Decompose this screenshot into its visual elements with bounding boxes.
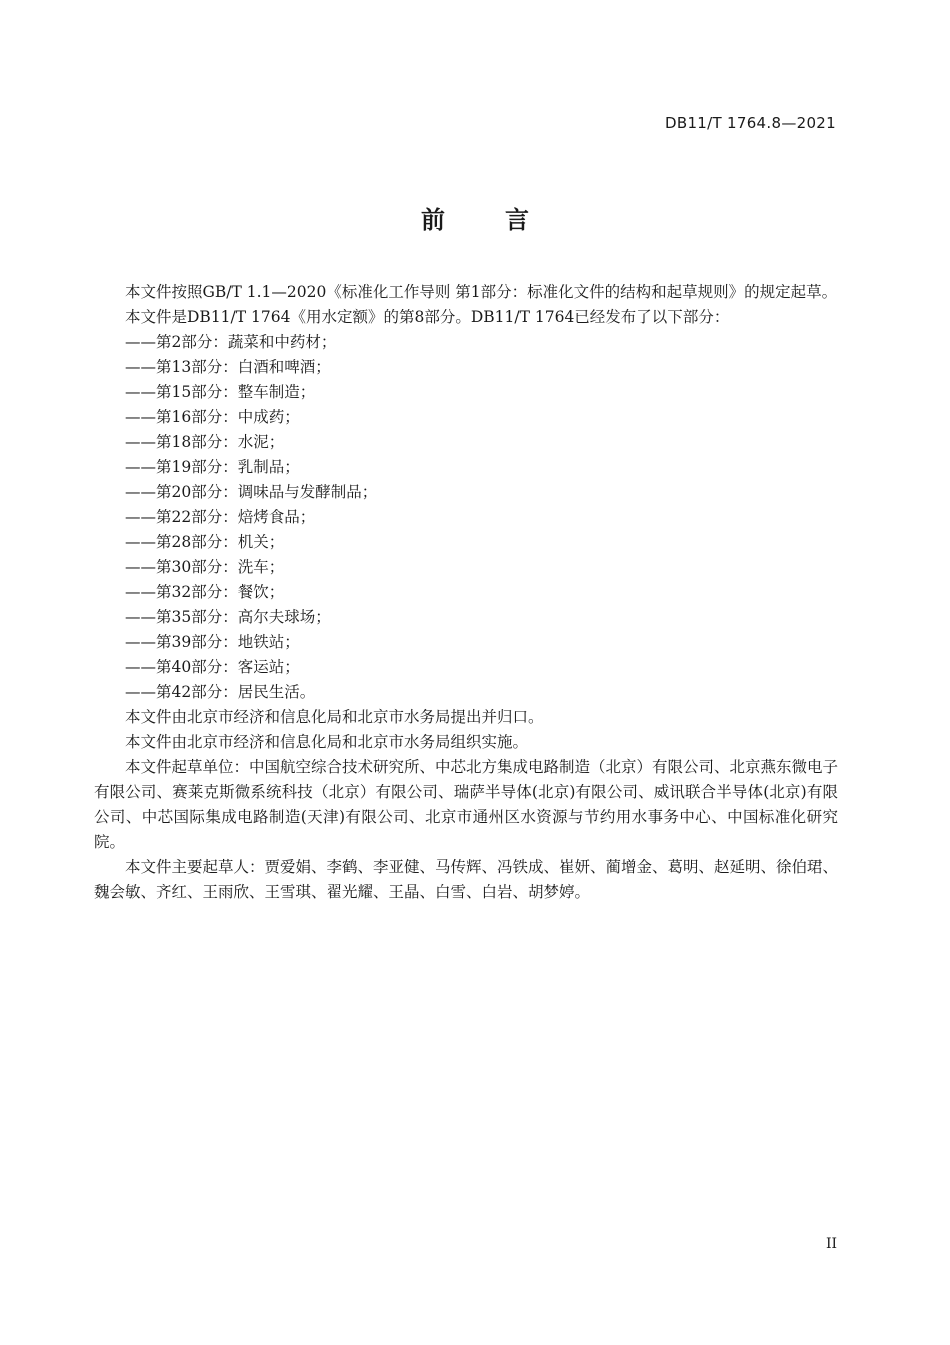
- list-item: ——第39部分：地铁站；: [125, 633, 300, 651]
- list-item: ——第13部分：白酒和啤酒；: [125, 358, 331, 376]
- document-number: DB11/T 1764.8—2021: [665, 114, 836, 132]
- list-item: ——第42部分：居民生活。: [125, 683, 316, 701]
- list-item: ——第19部分：乳制品；: [125, 458, 300, 476]
- paragraph-drafting-basis: 本文件按照GB/T 1.1—2020《标准化工作导则 第1部分：标准化文件的结构和起草规则》的规定起草。: [125, 283, 838, 301]
- title-char: 言: [505, 206, 529, 234]
- list-item: ——第32部分：餐饮；: [125, 583, 285, 601]
- page-title: [0, 200, 950, 235]
- paragraph-implementer: 本文件由北京市经济和信息化局和北京市水务局组织实施。: [125, 733, 529, 751]
- list-item: ——第30部分：洗车；: [125, 558, 285, 576]
- list-item: ——第18部分：水泥；: [125, 433, 285, 451]
- list-item: ——第15部分：整车制造；: [125, 383, 316, 401]
- parts-list: [94, 330, 838, 705]
- list-item: ——第2部分：蔬菜和中药材；: [125, 333, 337, 351]
- paragraph-series-info: 本文件是DB11/T 1764《用水定额》的第8部分。DB11/T 1764已经发布了以下部分：: [125, 308, 730, 326]
- page-number: II: [825, 1236, 837, 1252]
- paragraph-proposer: 本文件由北京市经济和信息化局和北京市水务局提出并归口。: [125, 708, 544, 726]
- title-char: 前: [421, 206, 445, 234]
- paragraph-drafting-units: 本文件起草单位：中国航空综合技术研究所、中芯北方集成电路制造（北京）有限公司、北京燕东微电子有限公司、赛莱克斯微系统科技（北京）有限公司、瑞萨半导体(北京)有限公司、威讯联合半导体(北京)有限公司、中芯国际集成电路制造(天津)有限公司、北京市通州区水资源与节约用水事务中心、中国标准化研究院。: [94, 758, 839, 851]
- list-item: ——第28部分：机关；: [125, 533, 285, 551]
- list-item: ——第20部分：调味品与发酵制品；: [125, 483, 378, 501]
- foreword-body: [94, 280, 838, 905]
- paragraph-drafters: 本文件主要起草人：贾爱娟、李鹤、李亚健、马传辉、冯铁成、崔妍、蔺增金、葛明、赵延明、徐伯珺、魏会敏、齐红、王雨欣、王雪琪、翟光耀、王晶、白雪、白岩、胡梦婷。: [94, 858, 839, 901]
- list-item: ——第40部分：客运站；: [125, 658, 300, 676]
- list-item: ——第22部分：焙烤食品；: [125, 508, 316, 526]
- list-item: ——第35部分：高尔夫球场；: [125, 608, 331, 626]
- list-item: ——第16部分：中成药；: [125, 408, 300, 426]
